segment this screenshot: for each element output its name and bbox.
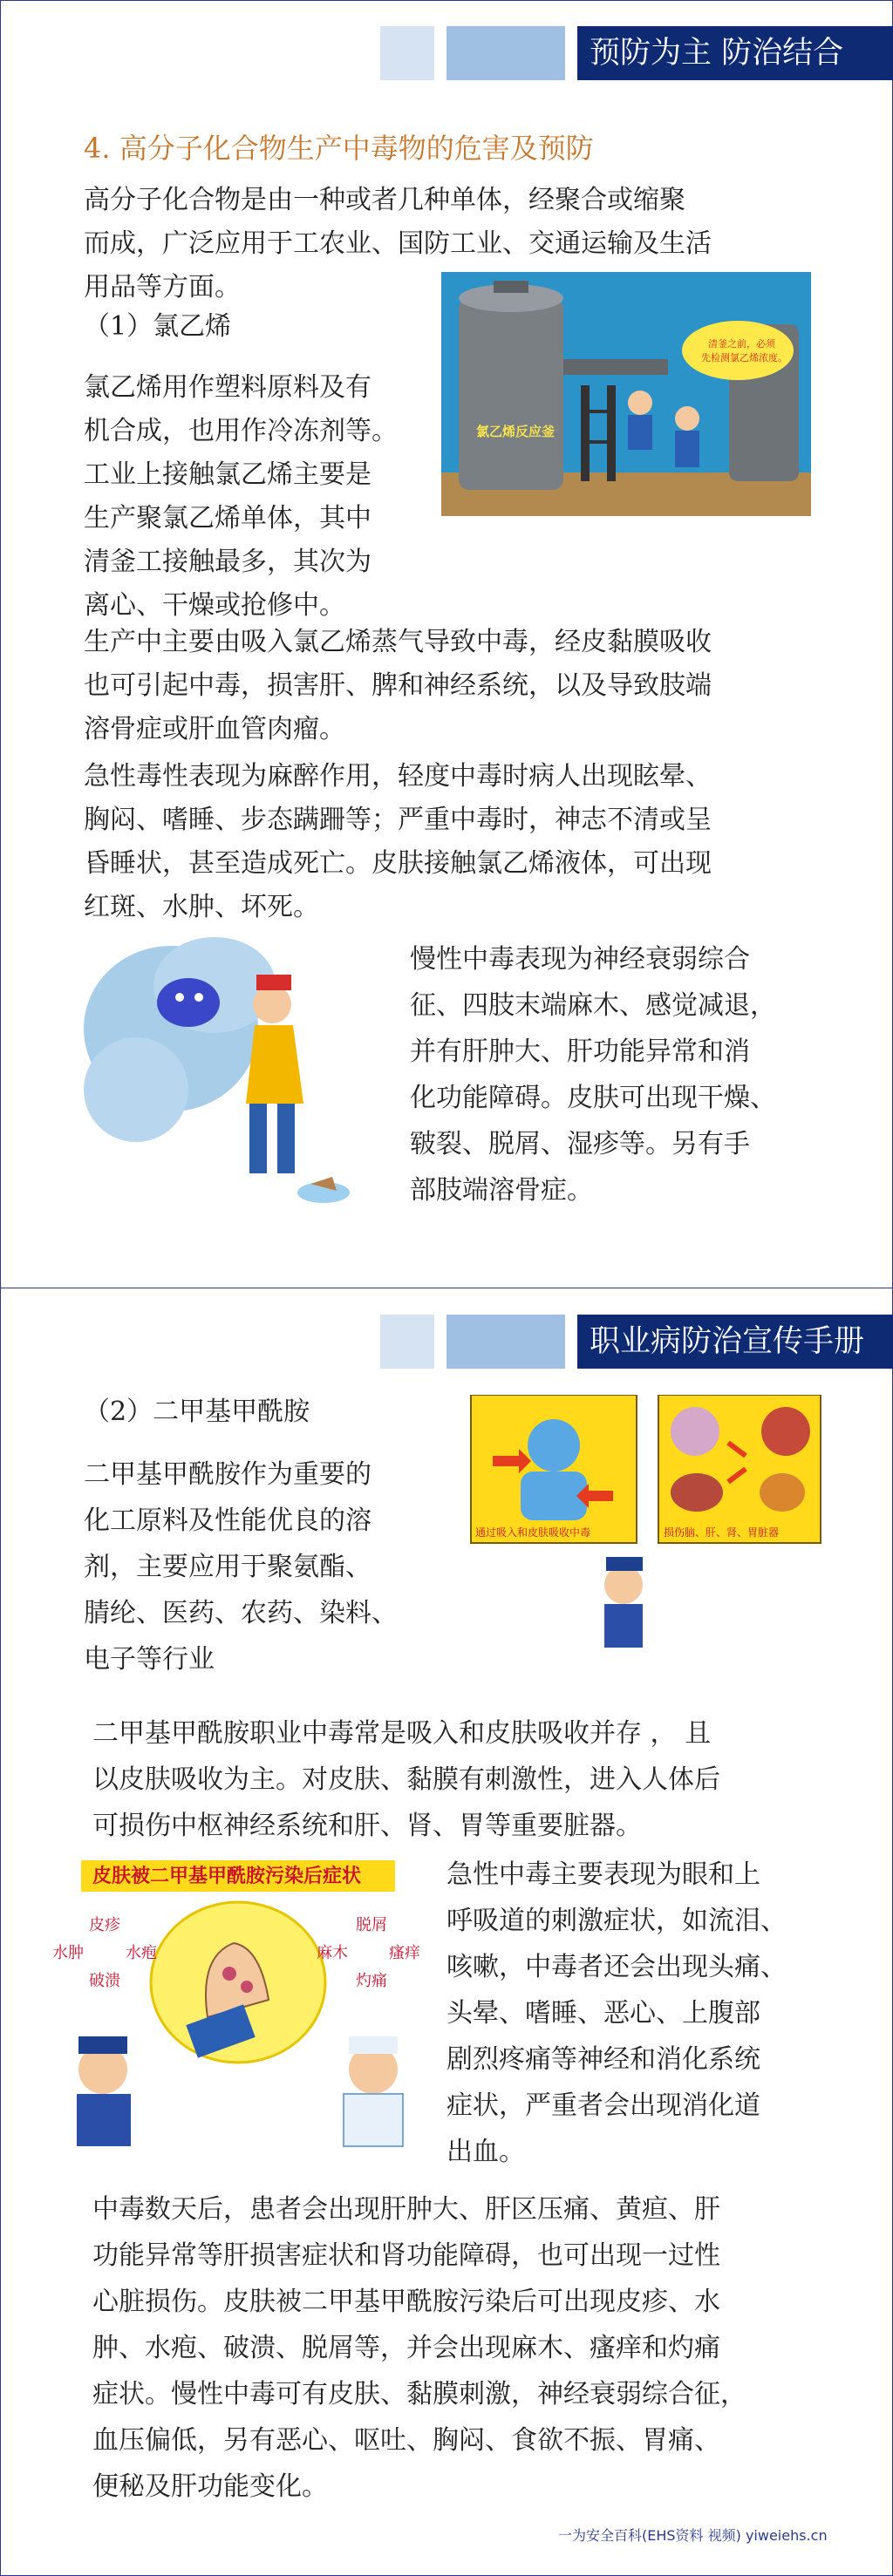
vinyl-chloride-acute xyxy=(84,755,712,929)
symptom-label: 皮疹 xyxy=(89,1916,120,1934)
text-line: 中毒数天后，患者会出现肝肿大、肝区压痛、黄疸、肝 xyxy=(92,2194,720,2225)
vinyl-chloride-exposure xyxy=(84,621,712,751)
symptom-label: 瘙痒 xyxy=(389,1944,420,1962)
text-line: 头晕、嗜睡、恶心、上腹部 xyxy=(446,1998,760,2029)
text-line: 可损伤中枢神经系统和肝、肾、胃等重要脏器。 xyxy=(92,1811,642,1841)
symptom-label: 水肿 xyxy=(52,1944,84,1962)
text-line: 工业上接触氯乙烯主要是 xyxy=(84,459,372,490)
subheading-vinyl-chloride: （1）氯乙烯 xyxy=(84,311,232,342)
text-line: 红斑、水肿、坏死。 xyxy=(84,892,319,922)
text-line: 用品等方面。 xyxy=(84,272,241,302)
toxic-gas-illustration xyxy=(75,924,380,1220)
text-line: 离心、干燥或抢修中。 xyxy=(84,590,345,621)
text-line: 急性中毒主要表现为眼和上 xyxy=(446,1859,760,1890)
dmf-usage xyxy=(84,1451,398,1682)
panel-caption-left: 通过吸入和皮肤吸收中毒 xyxy=(475,1526,591,1539)
banner-deco-mid xyxy=(446,26,565,80)
symptom-label: 灼痛 xyxy=(356,1972,387,1990)
text-line: 心脏损伤。皮肤被二甲基甲酰胺污染后可出现皮疹、水 xyxy=(92,2287,720,2317)
text-line: 化功能障碍。皮肤可出现干燥、 xyxy=(410,1083,776,1113)
dmf-chronic xyxy=(92,2186,746,2510)
reactor-illustration xyxy=(441,272,811,516)
banner-deco-mid xyxy=(446,1315,565,1369)
text-line: 而成，广泛应用于工农业、国防工业、交通运输及生活 xyxy=(84,228,712,259)
symptom-label: 麻木 xyxy=(317,1944,348,1962)
text-line: 二甲基甲酰胺作为重要的 xyxy=(84,1459,372,1490)
text-line: 功能异常等肝损害症状和肾功能障碍，也可出现一过性 xyxy=(92,2240,720,2271)
text-line: 生产聚氯乙烯单体，其中 xyxy=(84,503,372,534)
text-line: 二甲基甲酰胺职业中毒常是吸入和皮肤吸收并存 ， 且 xyxy=(92,1718,712,1749)
speech-line: 清釜之前，必须 xyxy=(708,338,775,350)
exposure-route-illustration xyxy=(467,1395,824,1656)
text-line: 咳嗽，中毒者还会出现头痛、 xyxy=(446,1952,787,1982)
banner-deco-light xyxy=(380,1315,434,1369)
vinyl-chloride-usage xyxy=(84,366,398,628)
text-line: 慢性中毒表现为神经衰弱综合 xyxy=(410,944,750,975)
text-line: 电子等行业 xyxy=(84,1644,215,1675)
banner-title: 预防为主 防治结合 xyxy=(577,26,893,80)
dmf-acute xyxy=(446,1852,787,2175)
text-line: 便秘及肝功能变化。 xyxy=(92,2471,328,2502)
text-line: 症状。慢性中毒可有皮肤、黏膜刺激，神经衰弱综合征， xyxy=(92,2379,746,2409)
text-line: 以皮肤吸收为主。对皮肤、黏膜有刺激性，进入人体后 xyxy=(92,1764,720,1795)
banner-deco-light xyxy=(380,26,434,80)
symptom-label: 水疱 xyxy=(126,1944,157,1962)
text-line: 氯乙烯用作塑料原料及有 xyxy=(84,372,372,403)
subheading-dmf: （2）二甲基甲酰胺 xyxy=(84,1397,310,1427)
vinyl-chloride-chronic xyxy=(410,936,776,1213)
text-line: 高分子化合物是由一种或者几种单体，经聚合或缩聚 xyxy=(84,185,685,215)
text-line: 皲裂、脱屑、湿疹等。另有手 xyxy=(410,1129,750,1159)
panel-caption-right: 损伤脑、肝、肾、胃脏器 xyxy=(664,1526,780,1539)
section-heading: 4. 高分子化合物生产中毒物的危害及预防 xyxy=(84,132,594,165)
text-line: 昏睡状，甚至造成死亡。皮肤接触氯乙烯液体，可出现 xyxy=(84,848,712,879)
symptom-label: 破溃 xyxy=(89,1972,120,1990)
text-line: 出血。 xyxy=(446,2137,525,2167)
footer-watermark: 一为安全百科(EHS资料 视频) yiweiehs.cn xyxy=(558,2527,828,2544)
dmf-exposure xyxy=(92,1710,720,1849)
text-line: 血压偏低，另有恶心、呕吐、胸闷、食欲不振、胃痛、 xyxy=(92,2425,720,2456)
text-line: 并有肝肿大、肝功能异常和消 xyxy=(410,1037,750,1067)
text-line: 腈纶、医药、农药、染料、 xyxy=(84,1598,398,1628)
text-line: 也可引起中毒，损害肝、脾和神经系统，以及导致肢端 xyxy=(84,670,712,701)
text-line: 溶骨症或肝血管肉瘤。 xyxy=(84,714,345,744)
text-line: 生产中主要由吸入氯乙烯蒸气导致中毒，经皮黏膜吸收 xyxy=(84,627,712,657)
text-line: 胸闷、嗜睡、步态蹒跚等；严重中毒时，神志不清或呈 xyxy=(84,805,712,835)
text-line: 剂，主要应用于聚氨酯、 xyxy=(84,1552,372,1582)
text-line: 剧烈疼痛等神经和消化系统 xyxy=(446,2044,760,2075)
text-line: 征、四肢末端麻木、感觉减退， xyxy=(410,990,776,1021)
text-line: 化工原料及性能优良的溶 xyxy=(84,1505,372,1536)
speech-line: 先检测氯乙烯浓度。 xyxy=(701,352,787,364)
skin-illustration-title: 皮肤被二甲基甲酰胺污染后症状 xyxy=(92,1866,362,1887)
tank-label: 氯乙烯反应釜 xyxy=(476,424,556,439)
text-line: 肿、水疱、破溃、脱屑等，并会出现麻木、瘙痒和灼痛 xyxy=(92,2333,720,2363)
text-line: 症状，严重者会出现消化道 xyxy=(446,2090,760,2121)
text-line: 呼吸道的刺激症状，如流泪、 xyxy=(446,1906,787,1936)
text-line: 部肢端溶骨症。 xyxy=(410,1175,593,1206)
symptom-label: 脱屑 xyxy=(356,1916,387,1934)
text-line: 急性毒性表现为麻醉作用，轻度中毒时病人出现眩晕、 xyxy=(84,761,712,792)
skin-symptom-illustration xyxy=(51,1852,443,2148)
text-line: 清釜工接触最多，其次为 xyxy=(84,547,372,577)
banner-title: 职业病防治宣传手册 xyxy=(577,1315,893,1369)
text-line: 机合成，也用作冷冻剂等。 xyxy=(84,416,398,446)
